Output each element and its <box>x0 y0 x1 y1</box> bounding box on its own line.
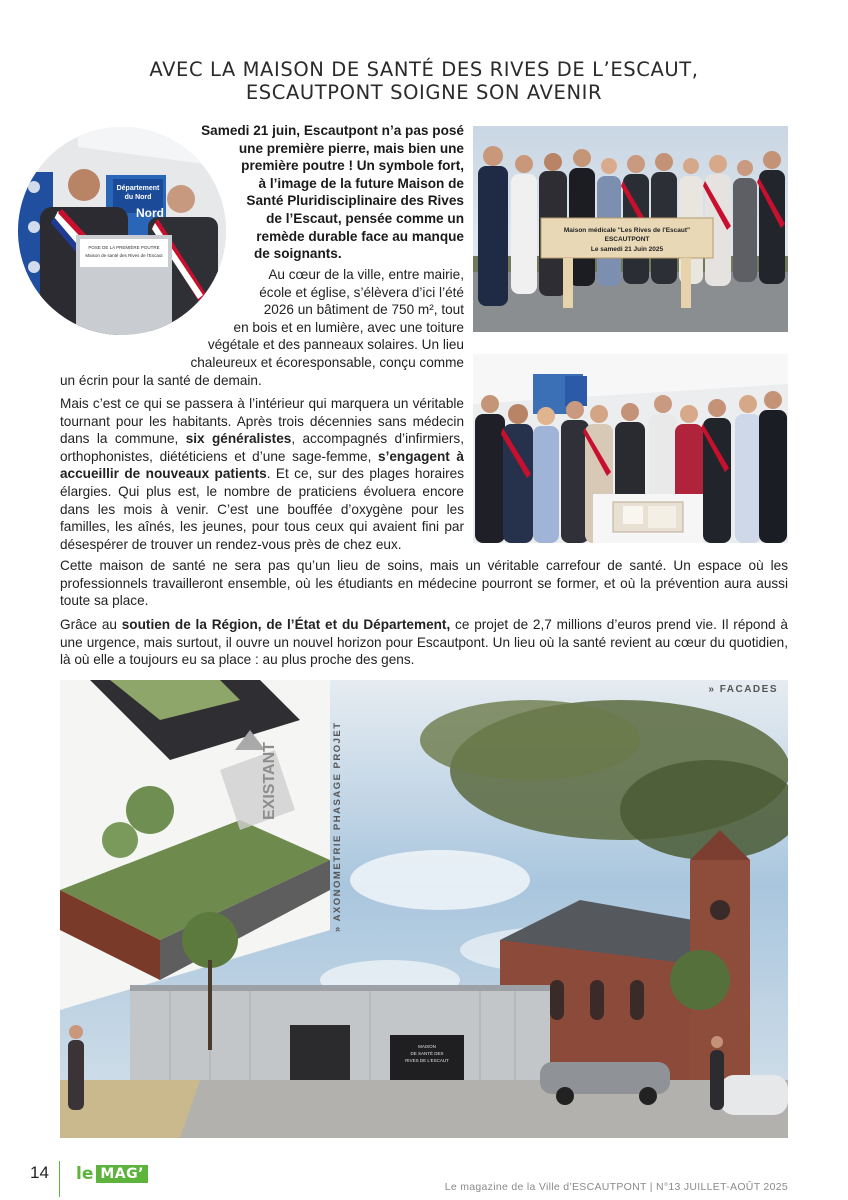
paragraph-4-text: Grâce au <box>60 617 122 632</box>
beam-ceremony-photo <box>473 126 788 332</box>
paragraph-4-text: ce projet de 2,7 millions d’euros prend vie. Il répond à une urgence, mais surtout, il ouvre un nouvel horizon pour Escautpont. Un lieu où la santé revient au cœur du quotidien, là où elle a toujours eu sa place : au plus proche des gens. <box>60 617 788 668</box>
paragraph-1-line: Au cœur de la ville, entre mairie, <box>268 267 464 282</box>
engagement-highlight: s’engagent à accueillir de nouveaux patients <box>60 448 464 482</box>
lead-line: à l’image de la future Maison de <box>258 175 464 191</box>
paragraph-1-line: en bois et en lumière, avec une toiture <box>233 319 464 335</box>
beam-text-2: ESCAUTPONT <box>604 236 650 243</box>
existant-label: EXISTANT <box>261 742 278 820</box>
lectern-text-1: POSE DE LA PREMIÈRE POUTRE <box>88 245 160 250</box>
title-line-2: ESCAUTPONT SOIGNE SON AVENIR <box>245 81 603 104</box>
paragraph-2-text: , accompagnés d’infirmiers, orthophonistes, diététiciens et d’une sage-femme, <box>60 431 464 464</box>
article-lead <box>196 122 464 263</box>
project-render <box>60 680 788 1138</box>
paragraph-1-line: école et église, s’élèvera d’ici l’été <box>259 284 464 300</box>
building-sign-2: DE SANTÉ DES <box>410 1051 444 1056</box>
logo-mag: MAG’ <box>96 1165 148 1183</box>
title-line-1: AVEC LA MAISON DE SANTÉ DES RIVES DE L’ESCAUT, <box>149 58 699 81</box>
facades-label: » FACADES <box>708 684 778 695</box>
mag-logo <box>76 1164 148 1184</box>
lead-line: remède durable face au manque <box>256 228 464 244</box>
paragraph-2-text: Mais c’est ce qui se passera à l’intérieur qui marquera un véritable tournant pour les habitants. Après trois décennies sans médecin dans la commune, <box>60 396 464 447</box>
paragraph-3: Cette maison de santé ne sera pas qu’un lieu de soins, mais un véritable carrefour de santé. Un espace où les professionnels travailleront ensemble, où les étudiants en médecine pourront se former, et où la prévention aura aussi toute sa place. <box>60 558 788 609</box>
department-sign-3: Nord <box>136 206 164 220</box>
tent-crowd-photo <box>473 354 788 543</box>
article-title <box>60 58 788 104</box>
lead-line: Santé Pluridisciplinaire des Rives <box>246 193 464 209</box>
footer-divider <box>59 1161 60 1197</box>
lead-line: de soignants. <box>254 246 342 262</box>
paragraph-1-line: chaleureux et écoresponsable, conçu comme <box>190 354 464 370</box>
beam-text-3: Le samedi 21 Juin 2025 <box>590 246 664 253</box>
paragraph-4 <box>60 616 788 669</box>
paragraph-2-text: . Et ce, sur des plages horaires élargies. Qui plus est, le nombre de praticiens évoluera encore dans les mois à venir. C’est une bouffée d’oxygène pour les familles, les aînés, les jeunes, pour tous ceux qui avaient fini par désespérer de trouver un rendez-vous près de chez eux. <box>60 466 464 552</box>
six-generalistes-highlight: six généralistes <box>185 431 292 447</box>
lead-line: de l’Escaut, pensée comme un <box>266 210 464 226</box>
paragraph-1-line: 2026 un bâtiment de 750 m², tout <box>263 302 464 318</box>
lead-line: première poutre ! Un symbole fort, <box>241 158 464 174</box>
lectern-text-2: Maison de santé des Rives de l’Escaut <box>85 253 163 258</box>
lead-line: Samedi 21 juin, Escautpont n’a pas posé <box>201 123 464 138</box>
department-sign-1: Département <box>116 185 160 192</box>
project-render-illustration <box>60 680 788 1138</box>
lead-line: une première pierre, mais bien une <box>238 140 464 156</box>
paragraph-1-line: végétale et des panneaux solaires. Un lieu <box>207 337 464 353</box>
funding-highlight: soutien de la Région, de l’État et du Département, <box>121 617 451 632</box>
paragraph-1-line: un écrin pour la santé de demain. <box>60 372 262 388</box>
beam-text-1: Maison médicale "Les Rives de l'Escaut" <box>563 227 691 234</box>
paragraph-2 <box>60 395 464 553</box>
logo-le: le <box>76 1164 94 1184</box>
footer-tagline: Le magazine de la Ville d’ESCAUTPONT | N°13 JUILLET-AOÛT 2025 <box>444 1181 788 1193</box>
building-sign-1: MAISON <box>418 1044 436 1049</box>
page-number: 14 <box>30 1163 49 1182</box>
beam-ceremony-illustration <box>473 126 788 332</box>
department-sign-2: du Nord <box>124 194 152 201</box>
tent-crowd-illustration <box>473 354 788 543</box>
paragraph-1 <box>60 266 464 389</box>
building-sign-3: RIVES DE L'ESCAUT <box>405 1058 449 1063</box>
axonometry-label: » AXONOMETRIE PHASAGE PROJET <box>332 721 343 932</box>
